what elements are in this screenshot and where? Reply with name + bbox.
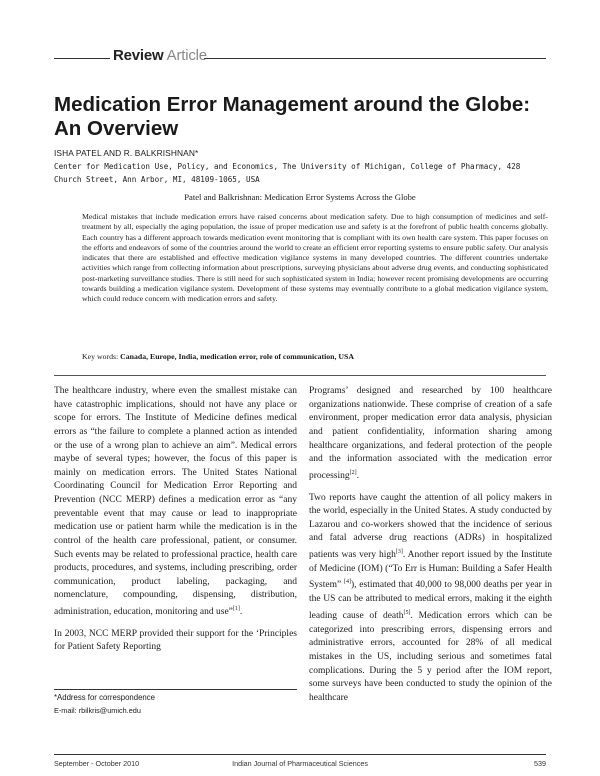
correspondence-heading: *Address for correspondence <box>54 693 155 702</box>
running-title: Patel and Balkrishnan: Medication Error Systems Across the Globe <box>184 192 416 202</box>
body-text: . <box>356 470 360 481</box>
body-text: Programs’ designed and researched by 100 healthcare organizations nationwide. These comprise of creation of a safe environment, proper medication error data analysis, physician and patient confidentiality, information sharing among healthcare organizations, and federal protection of the people and the information associated with the medication error processing <box>309 386 552 481</box>
body-paragraph <box>54 385 297 620</box>
footer-date: September - October 2010 <box>54 759 140 768</box>
body-text: The healthcare industry, where even the smallest mistake can have catastrophic implications, should not have any place or scope for errors. The Institute of Medicine defines medical errors as “the failure to complete a planned action as intended or the use of a wrong plan to achieve an aim”. Medical errors maybe of several types; however, the focus of this paper is mainly on medication errors. The United States National Coordinating Council for Medication Error Reporting and Prevention (NCC MERP) defines a medication error as “any preventable event that may cause or lead to inappropriate medication use or patient harm while the medication is in the control of the health care professional, patient, or consumer. Such events may be related to professional practice, health care products, procedures, and systems, including prescribing, order communication, product labeling, packaging, and nomenclature, compounding, dispensing, distribution, administration, education, monitoring and use” <box>54 386 297 618</box>
citation-ref: [4] <box>343 579 351 586</box>
section-divider <box>54 375 546 376</box>
body-text: . Another report issued by the Institute of Medicine (IOM) (“To Err is Human: Building a Safer Health System” <box>309 550 552 591</box>
correspondence-rule <box>54 689 297 690</box>
authors: ISHA PATEL AND R. BALKRISHNAN* <box>54 148 199 158</box>
keywords <box>82 352 548 361</box>
citation-ref: [1] <box>232 606 240 612</box>
header-rule-right <box>204 58 546 59</box>
body-paragraph <box>309 492 552 706</box>
keywords-value: Canada, Europe, India, medication error, role of communication, USA <box>120 352 354 361</box>
body-column-left <box>54 385 297 655</box>
body-text: . <box>239 607 243 618</box>
article-type-bold: Review <box>113 47 164 64</box>
article-type-label <box>113 47 207 64</box>
body-paragraph <box>309 385 552 484</box>
correspondence-email: E-mail: rbilkris@umich.edu <box>54 706 141 715</box>
body-text: . Medication errors which can be categorized into prescribing errors, dispensing errors and administrative errors, accounted for 28% of all medical mistakes in the US, including serious and sometimes fatal complications. During the 5 y period after the IOM report, some surveys have been conducted to study the opinion of the healthcare <box>309 611 552 703</box>
body-column-right <box>309 385 552 705</box>
footer-journal: Indian Journal of Pharmaceutical Sciences <box>232 759 368 768</box>
body-text: Two reports have caught the attention of all policy makers in the world, especially in the United States. A study conducted by Lazarou and co-workers showed that the incidence of serious and fatal adverse drug reactions (ADRs) in hospitalized patients was very high <box>309 492 552 561</box>
footer-rule <box>54 754 546 755</box>
abstract: Medical mistakes that include medication errors have raised concerns about medication safety. Due to high consumption of medicines and self-treatment by all, especially the aging population, the issue of proper medication use and safety is at the forefront of public health concerns globally. Each country has a different approach towards medication event monitoring that is compliant with its own health care system. This paper focuses on the efforts and endeavors of some of the countries around the world to create an efficient error reporting systems to ensure public safety. Our analysis indicates that there are established and effective medication vigilance systems in many developed countries. The different countries undertake activities which range from collecting information about prescriptions, surveying physicians about adverse drug events, and conducting sophisticated post-marketing surveillance studies. There is still need for such sophisticated system in India; however recent promising developments are occurring towards building a medication vigilance system. Development of these systems may eventually contribute to a global medication vigilance system, which could reduce concern with medication errors and safety. <box>82 212 548 304</box>
paper-title: Medication Error Management around the Globe: An Overview <box>54 93 531 140</box>
body-paragraph: In 2003, NCC MERP provided their support for the ‘Principles for Patient Safety Reporting <box>54 628 297 653</box>
keywords-label: Key words: <box>82 352 119 361</box>
header-rule-left <box>54 58 110 59</box>
page-number: 539 <box>534 759 546 768</box>
article-type-light: Article <box>166 47 207 64</box>
citation-ref: [5] <box>403 609 411 616</box>
body-text: ), estimated that 40,000 to 98,000 deaths per year in the US can be attributed to medical errors, making it the eighth leading cause of death <box>309 580 552 621</box>
affiliation: Center for Medication Use, Policy, and Economics, The University of Michigan, College of Pharmacy, 428 Church Street, Ann Arbor, MI, 48109-1065, USA <box>54 162 521 184</box>
citation-ref: [2] <box>349 469 357 476</box>
citation-ref: [3] <box>395 549 403 556</box>
